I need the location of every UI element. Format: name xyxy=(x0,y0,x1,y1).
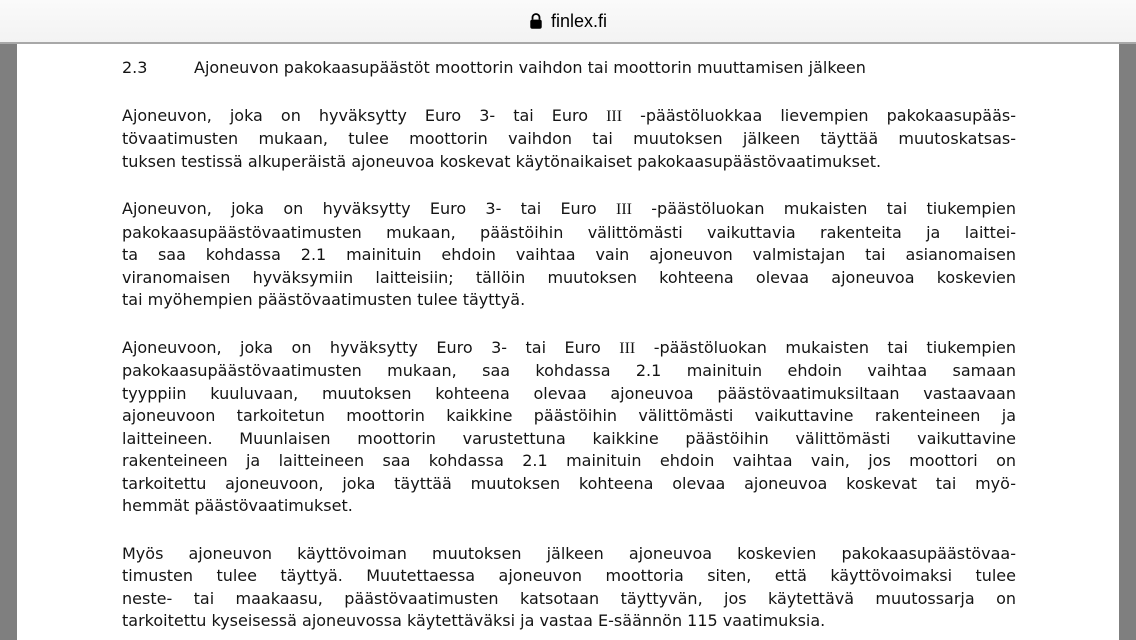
text-line: rakenteineen ja laitteineen saa kohdassa 2.1 mainituin ehdoin vaihtaa vain, jos moottori on xyxy=(122,451,1016,470)
text-line: hemmät päästövaatimukset. xyxy=(122,496,353,515)
text-line: timusten tulee täyttyä. Muutettaessa ajoneuvon moottoria siten, että käyttövoimaksi tulee xyxy=(122,566,1016,585)
text-line: ajoneuvoon tarkoitetun moottorin kaikkine päästöihin välittömästi vaikuttavine rakenteineen ja xyxy=(122,406,1016,425)
section-title: Ajoneuvon pakokaasupäästöt moottorin vaihdon tai moottorin muuttamisen jälkeen xyxy=(194,58,866,77)
text-line: ta saa kohdassa 2.1 mainituin ehdoin vaihtaa vain ajoneuvon valmistajan tai asianomaisen xyxy=(122,245,1016,264)
text-line: Ajoneuvon, joka on hyväksytty Euro 3- tai Euro III -päästöluokan mukaisten tai tiukempien xyxy=(122,199,1017,218)
browser-chrome xyxy=(0,0,1136,44)
roman-numeral: III xyxy=(606,107,623,125)
address-bar[interactable] xyxy=(529,11,607,32)
document-page xyxy=(17,44,1119,640)
text-line: Ajoneuvon, joka on hyväksytty Euro 3- tai Euro III -päästöluokkaa lievempien pakokaasupääs- xyxy=(122,105,1016,125)
site-title: finlex.fi xyxy=(550,10,608,31)
roman-numeral: III xyxy=(619,339,636,357)
text-line: tarkoitettu ajoneuvoon, joka täyttää muutoksen kohteena olevaa ajoneuvoa koskevat tai myö- xyxy=(122,473,1016,493)
pdf-viewport[interactable] xyxy=(0,44,1136,640)
text-line: pakokaasupäästövaatimusten mukaan, päästöihin välittömästi vaikuttavia rakenteita ja laittei- xyxy=(122,222,1016,242)
text-line: neste- tai maakaasu, päästövaatimusten katsotaan täyttyvän, jos käytettävä muutossarja on xyxy=(122,588,1016,608)
lock-icon xyxy=(529,12,543,30)
text-line: pakokaasupäästövaatimusten mukaan, saa kohdassa 2.1 mainituin ehdoin vaihtaa samaan xyxy=(122,361,1016,380)
text-line: laitteineen. Muunlaisen moottorin varustettuna kaikkine päästöihin välittömästi vaikuttavine xyxy=(122,428,1016,448)
paragraph xyxy=(122,543,1016,633)
text-line: tövaatimusten mukaan, tulee moottorin vaihdon tai muutoksen jälkeen täyttää muutoskatsas- xyxy=(122,129,1016,148)
text-line: viranomaisen hyväksymiin laitteisiin; tällöin muutoksen kohteena olevaa ajoneuvoa koskevien xyxy=(122,267,1016,287)
paragraph xyxy=(122,198,1016,312)
document-body xyxy=(122,105,1016,633)
section-number: 2.3 xyxy=(122,58,148,77)
roman-numeral: III xyxy=(616,201,632,218)
paragraph xyxy=(122,337,1016,518)
text-line: Ajoneuvoon, joka on hyväksytty Euro 3- tai Euro III -päästöluokan mukaisten tai tiukempien xyxy=(122,337,1016,357)
section-heading xyxy=(122,57,1016,80)
paragraph xyxy=(122,105,1016,174)
text-line: tai myöhempien päästövaatimusten tulee täyttyä. xyxy=(122,290,526,309)
text-line: tuksen testissä alkuperäistä ajoneuvoa koskevat käytönaikaiset pakokaasupäästövaatimukset. xyxy=(122,151,882,171)
text-line: tyyppiin kuuluvaan, muutoksen kohteena olevaa ajoneuvoa päästövaatimuksiltaan vastaavaan xyxy=(122,383,1016,403)
text-line: Myös ajoneuvon käyttövoiman muutoksen jälkeen ajoneuvoa koskevien pakokaasupäästövaa- xyxy=(122,543,1016,563)
text-line: tarkoitettu kyseisessä ajoneuvossa käytettäväksi ja vastaa E-säännön 115 vaatimuksia. xyxy=(122,611,826,630)
